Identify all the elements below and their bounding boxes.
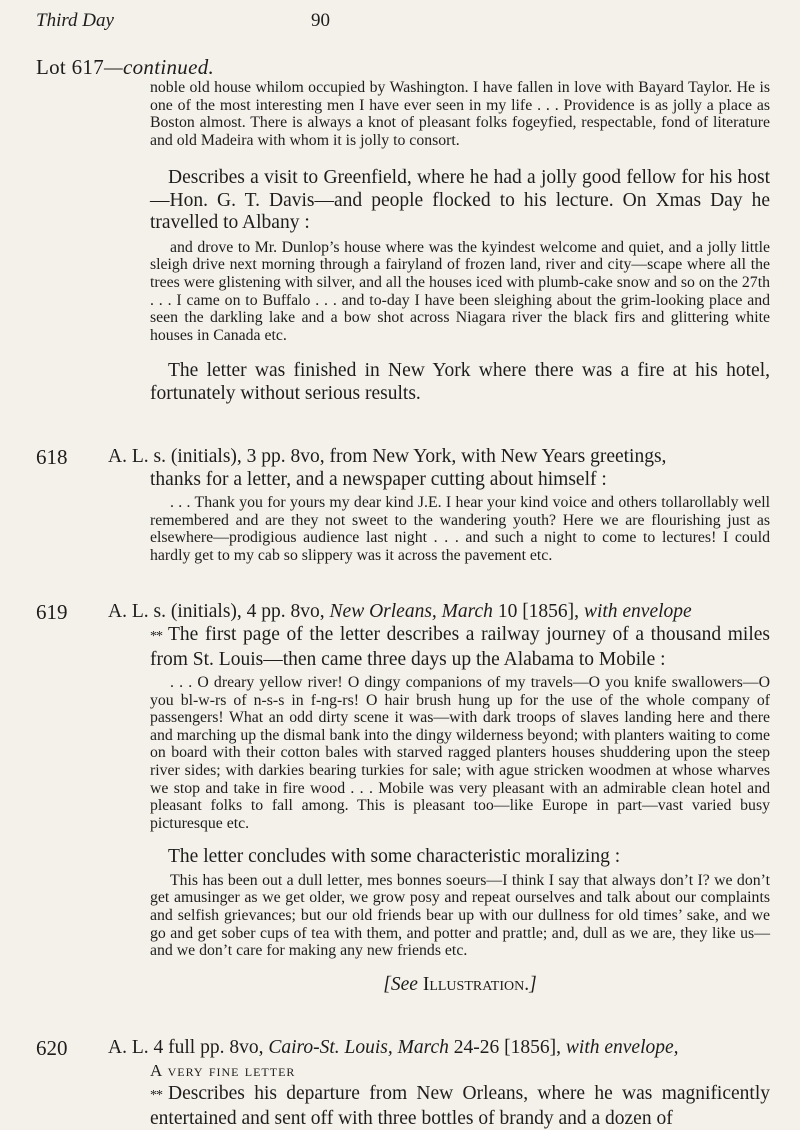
lot-617-quote-1: noble old house whilom occupied by Washington. I have fallen in love with Bayard Taylor. He is one of the most interesting men I have ever seen in my life . . . Providence is as jolly a place as Boston almost. There is always a knot of pleasant folks fogeyfied, respectable, fond of literature and old Madeira with whom it is jolly to consort. xyxy=(150,79,770,149)
lot-620-place: Cairo-St. Louis, March xyxy=(268,1037,449,1058)
lot-617-body xyxy=(150,79,770,405)
lot-618-heading-cont: thanks for a letter, and a newspaper cutting about himself : xyxy=(150,468,607,490)
lot-620-fine-letter: A very fine letter xyxy=(150,1060,296,1080)
lot-618-quote: . . . Thank you for yours my dear kind J.E. I hear your kind voice and others tollarollably well remembered and are they not sweet to the wandering youth? Here we are flourishing just as elsewhere—prodigious audience last night . . . and such a night to come to lectures! I could hardly get to my cab so slippery was it across the pavement etc. xyxy=(150,494,770,564)
lot-618-number: 618 xyxy=(36,445,68,469)
lot-619-conclusion: The letter concludes with some characteristic moralizing : xyxy=(168,846,621,868)
lot-620-number: 620 xyxy=(36,1036,68,1060)
lot-619-type: A. L. s. xyxy=(108,601,166,622)
asterisks-icon: ** xyxy=(150,1088,162,1103)
illustration-link: Illustration. xyxy=(422,973,530,995)
lot-619-description xyxy=(150,624,770,671)
lot-619-envelope: with envelope xyxy=(583,601,692,622)
page-header xyxy=(36,2,776,38)
lot-620-description xyxy=(150,1083,770,1130)
lot-617-conclusion: The letter was finished in New York where there was a fire at his hotel, fortunately without serious results. xyxy=(150,360,770,404)
lot-618-heading xyxy=(108,446,770,491)
lot-620-description-text: Describes his departure from New Orleans, where he was magnificently entertained and sent off with three bottles of brandy and a dozen of xyxy=(150,1083,770,1129)
lot-619-place: New Orleans, March xyxy=(329,601,493,622)
lot-620-date: 24-26 [1856], xyxy=(453,1037,562,1058)
lot-619-quote-1: . . . O dreary yellow river! O dingy companions of my travels—O you knife swallowers—O you bl-w-rs of n-s-s in f-ng-rs! O hair brush hung up for the use of the whole company of passengers! What an odd dirty scene it was—with dark troops of slaves landing here and there and marching up the dismal bank into the dingy wilderness beyond; with planters waiting to come on board with their cotton bales with starved ragged planters houses shuddering upon the steep river sides; with darkies bearing turkies for sale; with ague stricken woodmen at whose wharves we stop and take in fire wood . . . Mobile was very pleasant with an admirable clean hotel and pleasant folks to fall among. This is pleasant too—like Europe in part—vast varied busy picturesque etc. xyxy=(150,674,770,832)
lot-619-quote-2: This has been out a dull letter, mes bonnes soeurs—I think I say that always don’t I? we don’t get amusinger as we get older, we grow posy and repeat ourselves and talk about our complaints and selfish grievances; but our old friends bear up with our dullness for old times’ sake, and we go and get sober cups of tea with them, and potter and prattle; and, dull as we are, they like us—and we don’t care for making any new friends etc. xyxy=(150,871,770,960)
lot-620-format: 4 full pp. 8vo, xyxy=(153,1037,264,1058)
lot-619-description-text: The first page of the letter describes a railway journey of a thousand miles from St. Louis—then came three days up the Alabama to Mobile : xyxy=(150,624,770,670)
running-head-day: Third Day xyxy=(36,10,114,31)
see-suffix: ] xyxy=(529,973,537,995)
lot-618-body xyxy=(150,494,770,564)
lot-617-quote-2: and drove to Mr. Dunlop’s house where was the kyindest welcome and quiet, and a jolly little sleigh drive next morning through a fairyland of frozen land, river and city—scape where all the trees were glistening with silver, and all the houses iced with plumb-cake snow and so on the 27th . . . I came on to Buffalo . . . and to-day I have been sleighing about the grim-looking place and seen the darkling lake and a bow shot across Niagara river the black firs and glittering white houses in Canada etc. xyxy=(150,238,770,344)
see-illustration-note xyxy=(150,974,770,996)
lot-620-envelope: with envelope, xyxy=(565,1037,679,1058)
lot-619-number: 619 xyxy=(36,600,68,624)
lot-619-heading xyxy=(108,601,770,624)
continued-label: —continued. xyxy=(104,55,215,79)
lot-619-date: 10 [1856], xyxy=(497,601,580,622)
lot-618-details: (initials), 3 pp. 8vo, from New York, with New Years greetings, xyxy=(170,446,667,467)
lot-620-body xyxy=(150,1083,770,1130)
asterisks-icon: ** xyxy=(150,629,162,644)
lot-label: Lot 617 xyxy=(36,55,105,79)
lot-620-type: A. L. xyxy=(108,1037,149,1058)
lot-619-format: (initials), 4 pp. 8vo, xyxy=(170,601,325,622)
page-number: 90 xyxy=(311,10,330,31)
lot-618-type: A. L. s. xyxy=(108,446,166,467)
lot-619-body xyxy=(150,624,770,996)
lot-620-heading xyxy=(108,1037,770,1082)
see-prefix: [See xyxy=(383,973,418,995)
lot-617-description: Describes a visit to Greenfield, where he had a jolly good fellow for his host—Hon. G. T. Davis—and people flocked to his lecture. On Xmas Day he travelled to Albany : xyxy=(150,167,770,234)
lot-continued-heading xyxy=(36,55,214,80)
